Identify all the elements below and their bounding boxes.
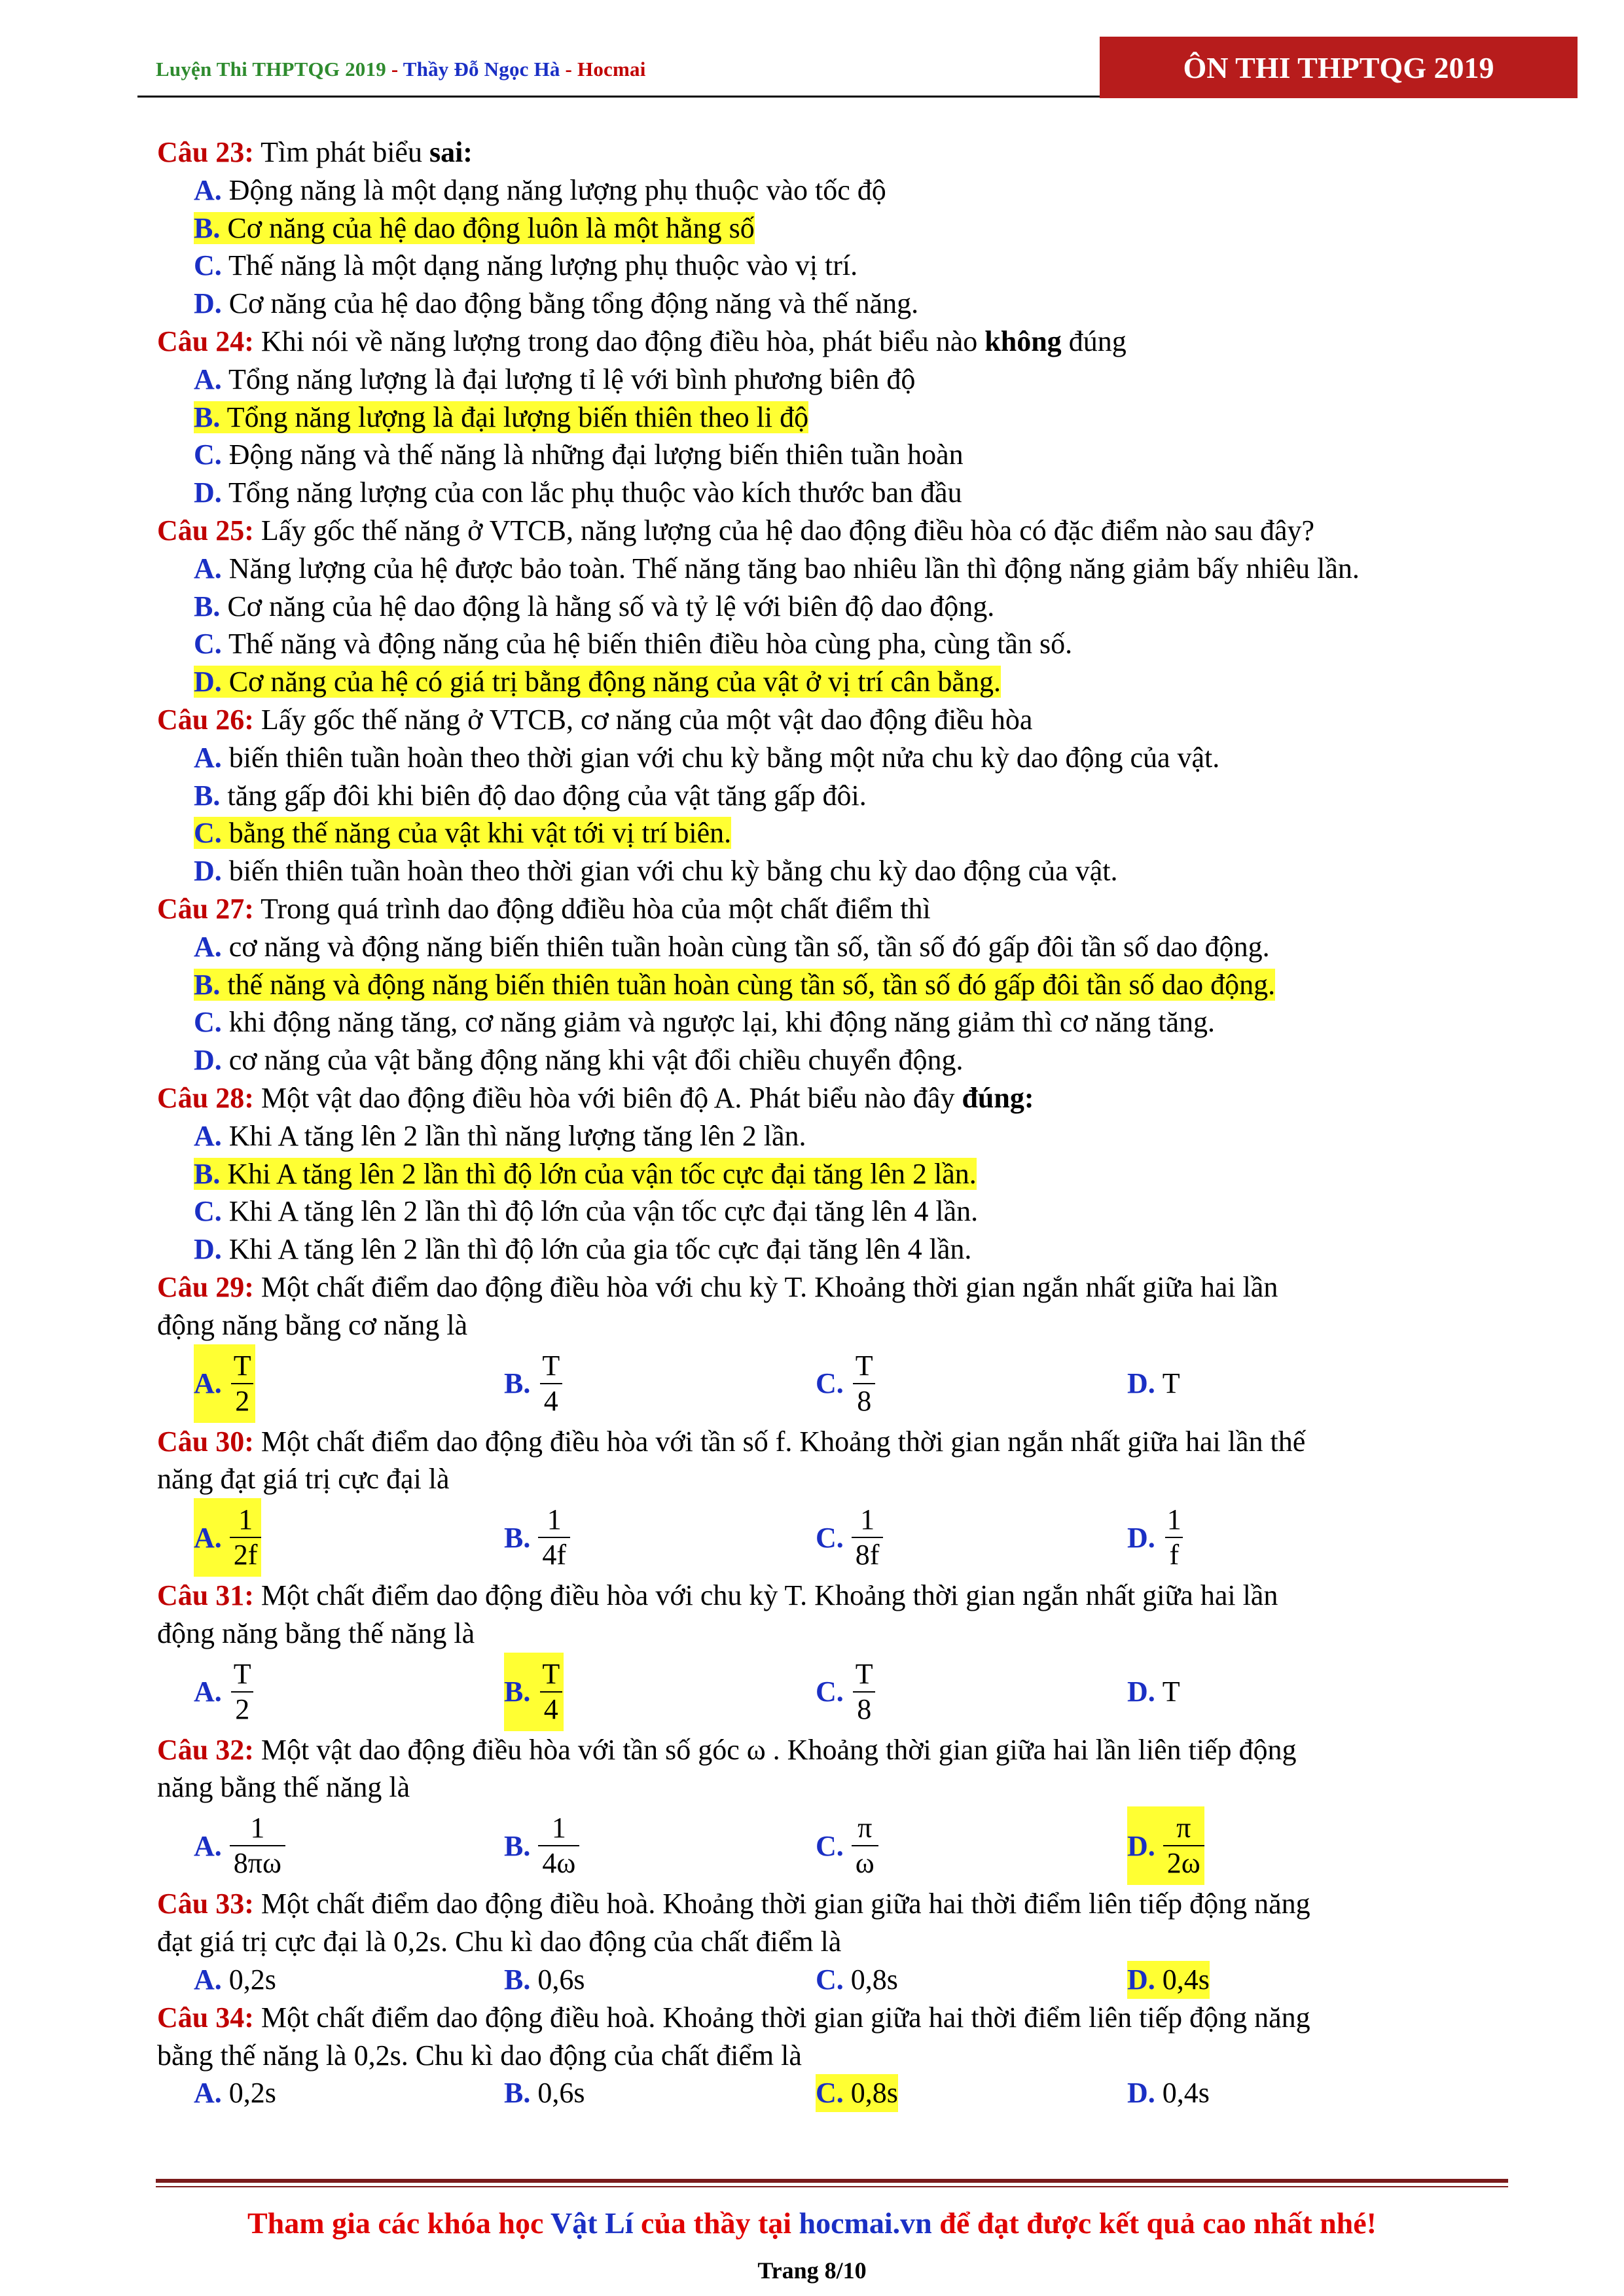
options-30 <box>157 1498 1551 1577</box>
numerator: 1 <box>250 1812 265 1844</box>
option-28-b <box>157 1155 1551 1193</box>
option-label: C. <box>816 2077 844 2109</box>
numerator: T <box>855 1349 873 1382</box>
option-label: B. <box>194 968 221 1001</box>
denominator: 4 <box>540 1691 562 1727</box>
question-31-cont: động năng bằng thế năng là <box>157 1617 475 1649</box>
option-28-a <box>157 1117 1551 1155</box>
option-text: 0,6s <box>537 1963 585 1996</box>
question-label: Câu 32: <box>157 1733 254 1766</box>
option-label: D. <box>1127 1521 1155 1554</box>
option-text: cơ năng của vật bằng động năng khi vật đổi chiều chuyển động. <box>228 1044 964 1077</box>
question-32-cont: năng bằng thế năng là <box>157 1771 410 1804</box>
option-26-c <box>157 814 1551 852</box>
options-31 <box>157 1653 1551 1731</box>
footer-text: của thầy tại <box>633 2206 799 2240</box>
numerator: T <box>233 1657 251 1690</box>
option-label: C. <box>816 1829 844 1862</box>
option-text: Khi A tăng lên 2 lần thì độ lớn của vận tốc cực đại tăng lên 4 lần. <box>228 1195 979 1228</box>
option-label: A. <box>194 930 222 963</box>
question-label: Câu 25: <box>157 514 254 547</box>
option-32-a <box>194 1806 285 1885</box>
option-25-c <box>157 625 1551 663</box>
option-label: A. <box>194 1676 222 1708</box>
denominator: 4f <box>538 1537 570 1572</box>
option-label: C. <box>816 1676 844 1708</box>
question-stem: Một chất điểm dao động điều hòa với tần số f. Khoảng thời gian ngắn nhất giữa hai lần thế <box>253 1425 1306 1458</box>
option-text: Năng lượng của hệ được bảo toàn. Thế năng tăng bao nhiêu lần thì động năng giảm bấy nhiêu lần. <box>228 552 1360 584</box>
option-label: A. <box>194 363 222 395</box>
option-text: Động năng và thế năng là những đại lượng biến thiên tuần hoàn <box>228 439 964 471</box>
header-teacher: Thầy Đỗ Ngọc Hà <box>403 58 560 81</box>
numerator: 1 <box>860 1503 875 1536</box>
options-32 <box>157 1806 1551 1885</box>
option-29-c <box>816 1344 877 1423</box>
footer-divider <box>156 2179 1508 2183</box>
option-33-c <box>816 1961 898 1999</box>
option-label: D. <box>1127 1367 1155 1399</box>
question-stem-bold: sai: <box>429 136 473 168</box>
header-site: Hocmai <box>577 58 646 81</box>
option-text: Khi A tăng lên 2 lần thì độ lớn của vận tốc cực đại tăng lên 2 lần. <box>227 1157 977 1190</box>
question-23 <box>157 134 1551 171</box>
question-29 <box>157 1268 1551 1306</box>
option-29-b <box>504 1344 564 1423</box>
option-label: D. <box>1127 1963 1155 1996</box>
option-label: C. <box>194 439 222 471</box>
option-text: Tổng năng lượng của con lắc phụ thuộc vào kích thước ban đầu <box>228 476 962 509</box>
option-label: A. <box>194 1367 222 1399</box>
fraction <box>852 1657 877 1727</box>
option-label: C. <box>194 817 222 850</box>
option-text: 0,8s <box>850 1963 898 1996</box>
denominator: f <box>1165 1537 1183 1572</box>
option-label: C. <box>194 1195 222 1228</box>
option-27-a <box>157 928 1551 966</box>
question-34 <box>157 1999 1551 2037</box>
option-26-b <box>157 777 1551 815</box>
option-32-b <box>504 1806 579 1885</box>
question-stem: Một chất điểm dao động điều hoà. Khoảng thời gian giữa hai thời điểm liên tiếp động năng <box>253 1888 1310 1920</box>
option-text: biến thiên tuần hoàn theo thời gian với chu kỳ bằng chu kỳ dao động của vật. <box>228 855 1118 888</box>
question-label: Câu 30: <box>157 1425 254 1458</box>
option-label: C. <box>816 1963 844 1996</box>
option-26-d <box>157 852 1551 890</box>
numerator: T <box>542 1349 560 1382</box>
option-31-b <box>504 1653 564 1731</box>
option-34-d <box>1127 2074 1210 2112</box>
header-sep: - <box>386 58 403 81</box>
footer-subject: Vật Lí <box>550 2206 634 2240</box>
question-label: Câu 29: <box>157 1270 254 1303</box>
option-label: D. <box>194 287 222 320</box>
option-31-a <box>194 1653 255 1731</box>
option-25-d <box>157 663 1551 701</box>
question-stem: Khi nói về năng lượng trong dao động điều hòa, phát biểu nào <box>253 325 985 357</box>
fraction <box>538 1503 570 1572</box>
option-label: D. <box>194 1044 222 1077</box>
option-28-d <box>157 1230 1551 1268</box>
footer-link[interactable]: hocmai.vn <box>799 2206 932 2240</box>
option-label: A. <box>194 1119 222 1152</box>
fraction <box>538 1349 564 1418</box>
option-text: Cơ năng của hệ dao động là hằng số và tỷ lệ với biên độ dao động. <box>227 590 995 622</box>
option-text: T <box>1162 1367 1180 1399</box>
option-label: D. <box>194 855 222 888</box>
option-text: Khi A tăng lên 2 lần thì độ lớn của gia tốc cực đại tăng lên 4 lần. <box>228 1233 972 1266</box>
option-24-a <box>157 361 1551 399</box>
footer-text: Tham gia các khóa học <box>247 2206 551 2240</box>
option-text: 0,2s <box>228 1963 276 1996</box>
fraction <box>230 1503 262 1572</box>
option-30-d <box>1127 1498 1185 1577</box>
option-label: C. <box>816 1367 844 1399</box>
option-text: Tổng năng lượng là đại lượng biến thiên theo li độ <box>226 401 809 433</box>
option-32-d <box>1127 1806 1204 1885</box>
numerator: T <box>233 1349 251 1382</box>
option-label: D. <box>1127 2077 1155 2109</box>
question-label: Câu 34: <box>157 2001 254 2034</box>
option-30-c <box>816 1498 883 1577</box>
option-label: A. <box>194 173 222 206</box>
option-29-a <box>194 1344 255 1423</box>
option-label: B. <box>504 1676 531 1708</box>
question-25 <box>157 512 1551 550</box>
question-stem-bold: không <box>984 325 1062 357</box>
option-label: B. <box>504 1367 531 1399</box>
fraction <box>852 1349 877 1418</box>
fraction <box>230 1811 285 1880</box>
question-26 <box>157 701 1551 739</box>
header-sep: - <box>560 58 578 81</box>
question-stem: Một vật dao động điều hòa với biên độ A. Phát biểu nào đây <box>253 1081 962 1114</box>
option-31-c <box>816 1653 877 1731</box>
question-stem-bold: đúng <box>962 1081 1024 1114</box>
option-text: thế năng và động năng biến thiên tuần hoàn cùng tần số, tần số đó gấp đôi tần số dao động. <box>227 968 1276 1001</box>
option-label: B. <box>194 211 221 244</box>
option-label: A. <box>194 1521 222 1554</box>
denominator: 2 <box>231 1691 253 1727</box>
option-27-b <box>157 966 1551 1004</box>
option-24-c <box>157 436 1551 474</box>
option-23-d <box>157 285 1551 323</box>
question-29-cont: động năng bằng cơ năng là <box>157 1308 468 1341</box>
option-text: 0,4s <box>1162 2077 1210 2109</box>
option-label: B. <box>504 1521 531 1554</box>
denominator: 2 <box>231 1383 253 1418</box>
option-33-b <box>504 1961 585 1999</box>
option-label: B. <box>194 590 221 622</box>
option-26-a <box>157 739 1551 777</box>
option-25-b <box>157 588 1551 626</box>
option-label: B. <box>504 1963 531 1996</box>
question-list <box>157 134 1551 2112</box>
numerator: 1 <box>551 1812 566 1844</box>
option-30-b <box>504 1498 570 1577</box>
question-label: Câu 31: <box>157 1579 254 1612</box>
option-28-c <box>157 1193 1551 1230</box>
option-label: D. <box>1127 1829 1155 1862</box>
question-stem: Tìm phát biểu <box>253 136 429 168</box>
question-27 <box>157 890 1551 928</box>
numerator: T <box>855 1657 873 1690</box>
question-stem: Một chất điểm dao động điều hòa với chu kỳ T. Khoảng thời gian ngắn nhất giữa hai lần <box>253 1270 1278 1303</box>
numerator: 1 <box>238 1503 253 1536</box>
question-stem: Lấy gốc thế năng ở VTCB, năng lượng của hệ dao động điều hòa có đặc điểm nào sau đây? <box>253 514 1315 547</box>
question-label: Câu 23: <box>157 136 254 168</box>
option-27-d <box>157 1041 1551 1079</box>
option-34-b <box>504 2074 585 2112</box>
option-label: A. <box>194 741 222 774</box>
question-33-cont: đạt giá trị cực đại là 0,2s. Chu kì dao động của chất điểm là <box>157 1926 842 1958</box>
footer-text: để đạt được kết quả cao nhất nhé! <box>931 2206 1377 2240</box>
option-label: D. <box>194 1233 222 1266</box>
fraction <box>538 1811 579 1880</box>
question-30 <box>157 1423 1551 1461</box>
option-label: B. <box>194 779 221 812</box>
numerator: π <box>857 1812 873 1844</box>
denominator: 2ω <box>1163 1845 1204 1880</box>
option-27-c <box>157 1003 1551 1041</box>
question-24 <box>157 323 1551 361</box>
question-30-cont: năng đạt giá trị cực đại là <box>157 1463 450 1496</box>
options-34 <box>157 2074 1551 2112</box>
question-label: Câu 27: <box>157 892 254 925</box>
fraction <box>852 1811 878 1880</box>
fraction <box>1163 1811 1204 1880</box>
denominator: 4ω <box>538 1845 579 1880</box>
option-label: A. <box>194 552 222 584</box>
option-label: B. <box>194 1157 221 1190</box>
denominator: 8f <box>852 1537 884 1572</box>
option-text: Tổng năng lượng là đại lượng tỉ lệ với bình phương biên độ <box>228 363 916 395</box>
header-course: Luyện Thi THPTQG 2019 <box>156 58 386 81</box>
denominator: 8πω <box>230 1845 285 1880</box>
option-text: cơ năng và động năng biến thiên tuần hoàn cùng tần số, tần số đó gấp đôi tần số dao động. <box>228 930 1270 963</box>
page-number: Trang 8/10 <box>757 2257 867 2284</box>
option-text: bằng thế năng của vật khi vật tới vị trí biên. <box>228 817 732 850</box>
option-label: C. <box>194 628 222 660</box>
option-text: 0,8s <box>850 2077 898 2109</box>
numerator: T <box>542 1657 560 1690</box>
options-33 <box>157 1961 1551 1999</box>
option-33-d <box>1127 1961 1210 1999</box>
option-text: Thế năng là một dạng năng lượng phụ thuộc vào vị trí. <box>228 249 858 282</box>
fraction <box>1163 1503 1185 1572</box>
option-text: 0,4s <box>1162 1963 1210 1996</box>
option-label: C. <box>816 1521 844 1554</box>
question-33 <box>157 1885 1551 1923</box>
question-31 <box>157 1577 1551 1615</box>
option-label: B. <box>504 1829 531 1862</box>
option-23-a <box>157 171 1551 209</box>
option-text: T <box>1162 1676 1180 1708</box>
options-29 <box>157 1344 1551 1423</box>
denominator: 8 <box>853 1383 875 1418</box>
option-24-d <box>157 474 1551 512</box>
option-text: Cơ năng của hệ dao động bằng tổng động năng và thế năng. <box>228 287 919 320</box>
option-text: 0,2s <box>228 2077 276 2109</box>
option-32-c <box>816 1806 878 1885</box>
header-title <box>156 58 646 81</box>
question-stem: Một chất điểm dao động điều hòa với chu kỳ T. Khoảng thời gian ngắn nhất giữa hai lần <box>253 1579 1278 1612</box>
footer-divider-thin <box>156 2186 1508 2187</box>
header-badge: ÔN THI THPTQG 2019 <box>1100 37 1578 98</box>
question-stem: Một vật dao động điều hòa với tần số góc ω . Khoảng thời gian giữa hai lần liên tiếp động <box>253 1733 1297 1766</box>
question-28: Câu 28: Một vật dao động điều hòa với biên độ A. Phát biểu nào đây đúng: <box>157 1081 1034 1114</box>
question-stem: Trong quá trình dao động dđiều hòa của một chất điểm thì <box>253 892 931 925</box>
option-text: Khi A tăng lên 2 lần thì năng lượng tăng lên 2 lần. <box>228 1119 806 1152</box>
option-label: D. <box>194 476 222 509</box>
denominator: 8 <box>853 1691 875 1727</box>
option-30-a <box>194 1498 261 1577</box>
option-label: C. <box>194 249 222 282</box>
denominator: ω <box>852 1845 878 1880</box>
option-label: C. <box>194 1006 222 1039</box>
question-32 <box>157 1731 1551 1769</box>
option-label: D. <box>194 666 222 698</box>
option-text: tăng gấp đôi khi biên độ dao động của vật tăng gấp đôi. <box>227 779 867 812</box>
option-31-d <box>1127 1653 1180 1731</box>
question-34-cont: bằng thế năng là 0,2s. Chu kì dao động của chất điểm là <box>157 2039 802 2072</box>
option-label: B. <box>504 2077 531 2109</box>
question-label: Câu 26: <box>157 703 254 736</box>
option-label: A. <box>194 1829 222 1862</box>
option-25-a <box>157 550 1551 588</box>
option-33-a <box>194 1961 276 1999</box>
numerator: 1 <box>547 1503 562 1536</box>
option-text: Cơ năng của hệ dao động luôn là một hằng số <box>227 211 755 244</box>
option-23-b <box>157 209 1551 247</box>
option-34-c <box>816 2074 898 2112</box>
option-text: biến thiên tuần hoàn theo thời gian với chu kỳ bằng một nửa chu kỳ dao động của vật. <box>228 741 1220 774</box>
denominator: 2f <box>230 1537 262 1572</box>
option-23-c <box>157 247 1551 285</box>
option-label: B. <box>194 401 221 433</box>
option-34-a <box>194 2074 276 2112</box>
question-stem-end: đúng <box>1061 325 1127 357</box>
option-text: Thế năng và động năng của hệ biến thiên điều hòa cùng pha, cùng tần số. <box>228 628 1073 660</box>
question-label: Câu 33: <box>157 1888 254 1920</box>
footer-promo <box>0 2206 1624 2240</box>
option-label: D. <box>1127 1676 1155 1708</box>
numerator: π <box>1176 1812 1191 1844</box>
fraction <box>230 1657 255 1727</box>
question-label: Câu 24: <box>157 325 254 357</box>
denominator: 4 <box>540 1383 562 1418</box>
option-text: khi động năng tăng, cơ năng giảm và ngược lại, khi động năng giảm thì cơ năng tăng. <box>228 1006 1216 1039</box>
fraction <box>538 1657 564 1727</box>
option-24-b <box>157 399 1551 437</box>
option-29-d <box>1127 1344 1180 1423</box>
option-text: Cơ năng của hệ có giá trị bằng động năng của vật ở vị trí cân bằng. <box>228 666 1001 698</box>
question-stem: Một chất điểm dao động điều hoà. Khoảng thời gian giữa hai thời điểm liên tiếp động năng <box>253 2001 1310 2034</box>
numerator: 1 <box>1166 1503 1182 1536</box>
option-text: Động năng là một dạng năng lượng phụ thuộc vào tốc độ <box>228 173 886 206</box>
fraction <box>852 1503 884 1572</box>
question-label: Câu 28: <box>157 1081 254 1114</box>
option-label: A. <box>194 2077 222 2109</box>
option-label: A. <box>194 1963 222 1996</box>
option-text: 0,6s <box>537 2077 585 2109</box>
fraction <box>230 1349 255 1418</box>
header-divider <box>137 96 1100 98</box>
question-stem: Lấy gốc thế năng ở VTCB, cơ năng của một vật dao động điều hòa <box>253 703 1033 736</box>
